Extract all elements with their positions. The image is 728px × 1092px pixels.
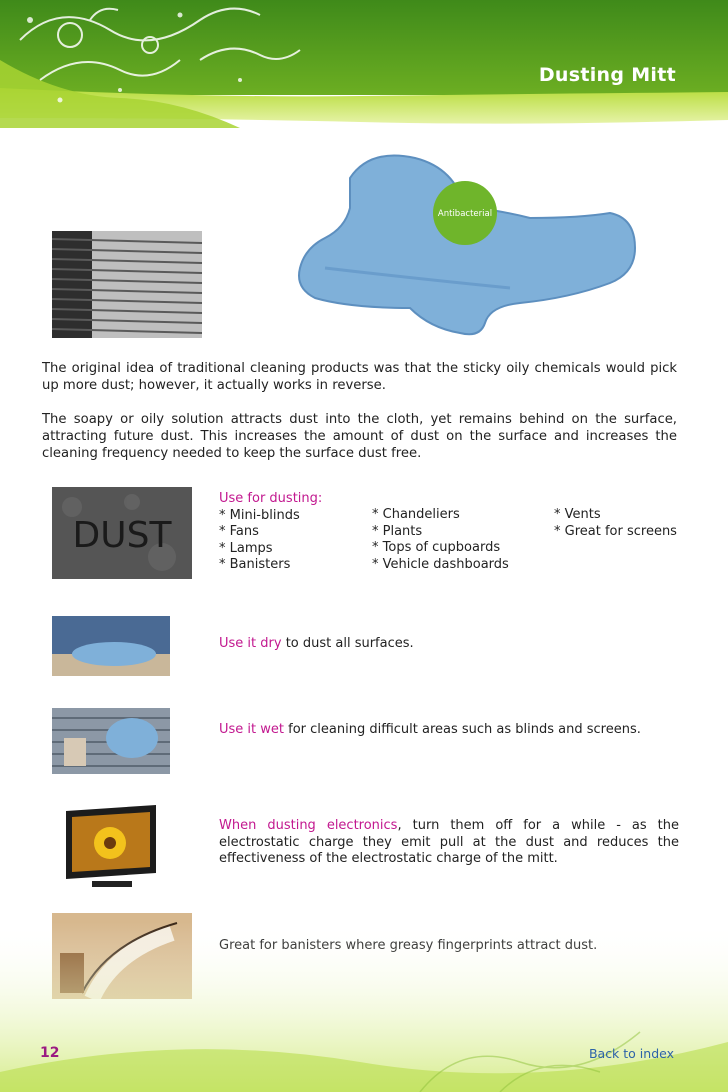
list-item: * Fans: [219, 524, 259, 539]
tip-electronics: [219, 818, 679, 868]
uses-heading: Use for dusting:: [219, 491, 323, 506]
page-title: Dusting Mitt: [538, 64, 676, 86]
window-blinds-photo: [52, 231, 202, 338]
tip-wet-highlight: Use it wet: [219, 722, 284, 737]
page-number: 12: [40, 1045, 60, 1061]
tip-dry-text: to dust all surfaces.: [281, 636, 414, 651]
list-item: * Lamps: [219, 540, 273, 556]
tip-dry: [219, 636, 679, 653]
wet-dusting-photo: [52, 708, 170, 774]
tv-screen-photo: [62, 805, 160, 893]
antibacterial-badge-text: Antibacterial: [437, 209, 493, 219]
header-banner: [0, 0, 728, 128]
tip-wet-text: for cleaning difficult areas such as blinds and screens.: [284, 722, 641, 737]
intro-paragraph-1: The original idea of traditional cleaning products was that the sticky oily chemicals would pick up more dust; however, it actually works in reverse.: [42, 361, 677, 393]
dusting-mitt-image: [290, 138, 650, 343]
intro-paragraph-2: The soapy or oily solution attracts dust into the cloth, yet remains behind on the surface, attracting future dust. This increases the amount of dust on the surface and increases the cleaning frequency needed to keep the surface dust free.: [42, 412, 677, 461]
uses-list-3: [554, 507, 677, 540]
tip-electronics-highlight: When dusting electronics: [219, 818, 398, 833]
dust-word: DUST: [72, 515, 172, 556]
dry-dusting-photo: [52, 616, 170, 676]
list-item: * Mini-blinds: [219, 507, 300, 523]
tip-electronics-text: , turn them off for a while - as the electrostatic charge they emit pull at the dust and reduces the effectiveness of the electrostatic charge of the mitt.: [219, 818, 680, 866]
footer-decoration: [0, 922, 728, 1092]
tip-wet: [219, 722, 679, 739]
list-item: * Chandeliers: [372, 507, 460, 522]
list-item: * Great for screens: [554, 523, 677, 539]
list-item: * Vehicle dashboards: [372, 556, 509, 572]
list-item: * Vents: [554, 507, 601, 522]
antibacterial-badge: [433, 181, 497, 245]
list-item: * Banisters: [219, 557, 291, 572]
tip-dry-highlight: Use it dry: [219, 636, 282, 651]
list-item: * Plants: [372, 523, 423, 539]
uses-list-1: [219, 491, 322, 574]
uses-list-2: [372, 507, 509, 573]
dust-written-photo: [52, 487, 192, 579]
back-to-index-link[interactable]: Back to index: [588, 1046, 674, 1061]
list-item: * Tops of cupboards: [372, 540, 501, 555]
